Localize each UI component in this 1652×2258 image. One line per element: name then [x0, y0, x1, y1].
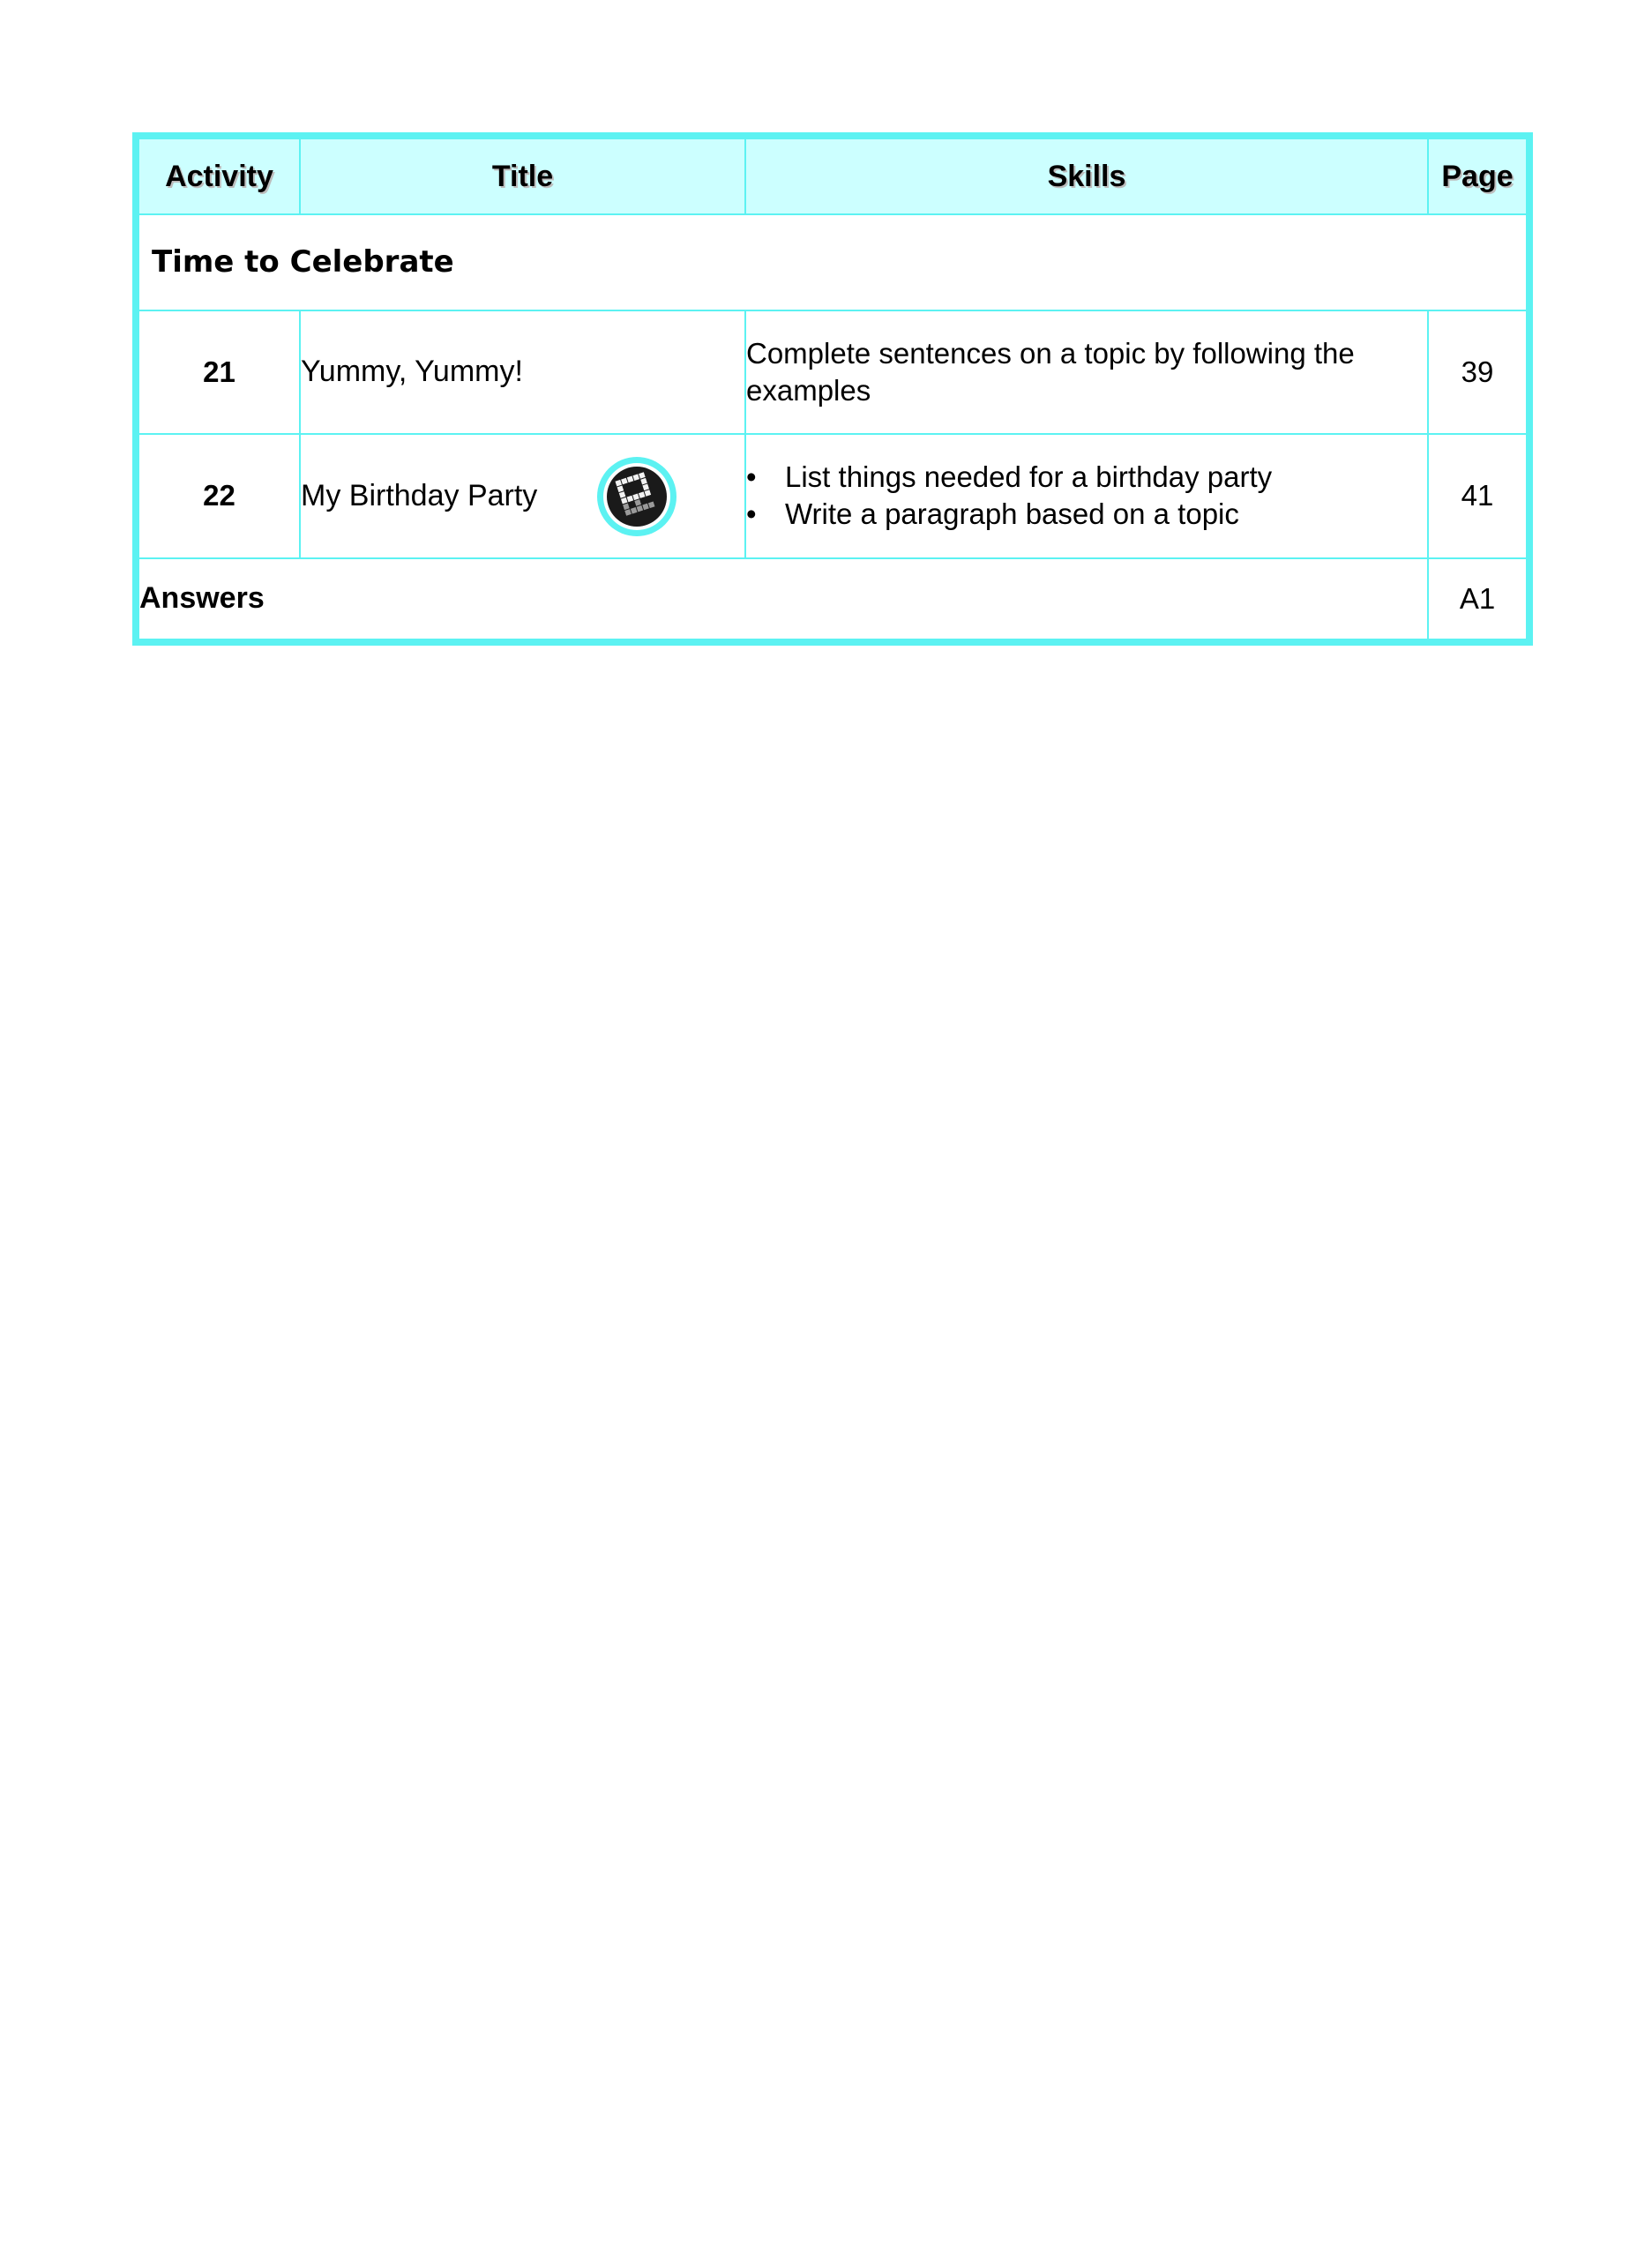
toc-table [139, 139, 1526, 639]
list-item: • Write a paragraph based on a topic [746, 497, 1239, 531]
header-row [139, 139, 1526, 214]
answers-label: Answers [139, 558, 1428, 639]
table-row [139, 310, 1526, 434]
activity-number: 21 [139, 310, 300, 434]
crossword-puzzle-icon [594, 454, 679, 539]
header-activity: Activity [139, 139, 300, 214]
list-item: • List things needed for a birthday party [746, 460, 1273, 494]
section-title: Time to Celebrate [139, 214, 1526, 310]
activity-title: My Birthday Party [301, 478, 538, 512]
header-skills: Skills [745, 139, 1428, 214]
page-number: 41 [1428, 434, 1526, 557]
table-row [139, 434, 1526, 557]
page-number: 39 [1428, 310, 1526, 434]
skill-text: Write a paragraph based on a topic [785, 497, 1239, 531]
skill-text: List things needed for a birthday party [785, 460, 1273, 494]
answers-row [139, 558, 1526, 639]
header-title: Title [300, 139, 745, 214]
answers-page: A1 [1428, 558, 1526, 639]
activity-number: 22 [139, 434, 300, 557]
activity-skills: Complete sentences on a topic by following the examples [745, 310, 1428, 434]
activity-title-cell [300, 434, 745, 557]
skills-list [746, 459, 1427, 533]
activity-title: Yummy, Yummy! [300, 310, 745, 434]
section-row [139, 214, 1526, 310]
table-of-contents [132, 132, 1533, 646]
activity-skills [745, 434, 1428, 557]
header-page: Page [1428, 139, 1526, 214]
